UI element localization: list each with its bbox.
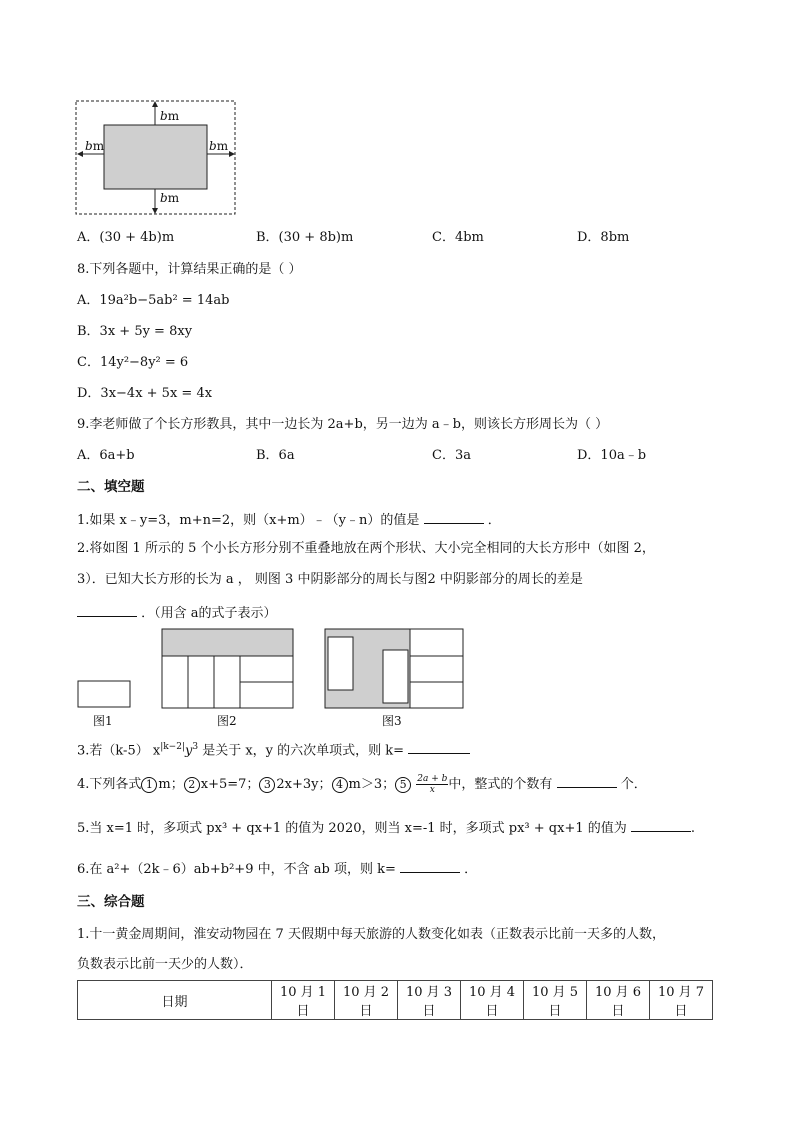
fill-q4-unit: 个． — [620, 777, 647, 792]
q8-stem: 8.下列各题中，计算结果正确的是（ ） — [77, 262, 302, 277]
fill-q2-line2: 3）．已知大长方形的长为 a ， 则图 3 中阴影部分的周长与图2 中阴影部分的周长的差是 — [77, 572, 583, 587]
table-row — [78, 981, 713, 1020]
table-cell-day: 10 月 5 日 — [524, 981, 587, 1020]
fill-q4 — [77, 773, 647, 795]
circled-number-4: 4 — [332, 777, 348, 793]
q8-option-c: C．14y²−8y² = 6 — [77, 355, 189, 370]
fill-q4-item2: x+5=7； — [200, 777, 260, 792]
fill-q4-text: 4.下列各式 — [77, 777, 142, 792]
q9-stem: 9.李老师做了个长方形教具，其中一边长为 2a+b，另一边为 a﹣b，则该长方形周长为（ ） — [77, 417, 609, 432]
bm-label-right: bm — [209, 139, 229, 153]
fill-q3-y: y — [184, 743, 193, 759]
figure1-caption: 图1 — [93, 714, 113, 728]
fill-q4-tail: 中，整式的个数有 — [448, 777, 553, 792]
fill-q6-text: 6.在 a²+（2k﹣6）ab+b²+9 中，不含 ab 项，则 k= — [77, 862, 396, 877]
q9-option-d: D．10a﹣b — [577, 448, 647, 463]
table-cell-day: 10 月 6 日 — [587, 981, 650, 1020]
figure3 — [325, 629, 463, 708]
circled-number-2: 2 — [184, 777, 200, 793]
table-cell-day: 10 月 7 日 — [650, 981, 713, 1020]
fraction-numerator: 2a + b — [417, 774, 448, 784]
fill-q1-end: ． — [487, 513, 501, 528]
figure2 — [162, 629, 293, 708]
table-cell-day: 10 月 2 日 — [335, 981, 398, 1020]
table-cell-day: 10 月 4 日 — [461, 981, 524, 1020]
q7-option-d: D．8bm — [577, 230, 630, 245]
fill-q4-fraction — [416, 774, 448, 795]
fill-q3-text: 3.若（k-5） x — [77, 743, 161, 759]
fill-q1-answer-blank[interactable] — [424, 509, 484, 524]
fill-q2-answer-blank[interactable] — [77, 602, 137, 617]
fill-q4-item1: m； — [158, 777, 184, 792]
q7-option-a: A．(30 + 4b)m — [77, 230, 175, 245]
circled-number-5: 5 — [395, 777, 411, 793]
q8-option-d: D．3x−4x + 5x = 4x — [77, 386, 213, 401]
figure2-caption: 图2 — [217, 714, 237, 728]
fill-q6 — [77, 858, 477, 879]
fill-q5-text: 5.当 x=1 时，多项式 px³ + qx+1 的值为 2020，则当 x=-1 时，多项式 px³ + qx+1 的值为 — [77, 821, 627, 836]
fill-q2-line1: 2.将如图 1 所示的 5 个小长方形分别不重叠地放在两个形状、大小完全相同的大长方形中（如图 2， — [77, 541, 655, 556]
fill-q3-exponent: |k−2| — [160, 742, 185, 752]
fill-q4-item3: 2x+3y； — [276, 777, 332, 792]
fill-q6-end: ． — [464, 862, 478, 877]
fill-q1-text: 1.如果 x﹣y=3，m+n=2，则（x+m）﹣（y﹣n）的值是 — [77, 513, 420, 528]
table-cell-day: 10 月 1 日 — [272, 981, 335, 1020]
circled-number-3: 3 — [259, 777, 275, 793]
fill-q6-answer-blank[interactable] — [400, 858, 460, 873]
comp-q1-line2: 负数表示比前一天少的人数）． — [77, 957, 253, 972]
fill-q4-item4: m＞3； — [348, 777, 396, 792]
figures-1-2-3 — [76, 626, 468, 732]
fraction-denominator: x — [429, 785, 435, 795]
q7-option-c: C．4bm — [432, 230, 484, 245]
visitor-change-table — [77, 980, 713, 1020]
q9-option-c: C．3a — [432, 448, 471, 463]
bm-label-top: bm — [160, 109, 180, 123]
q8-option-b: B．3x + 5y = 8xy — [77, 324, 193, 339]
fill-q5-end: . — [690, 821, 696, 836]
figure1-small-rectangle — [78, 681, 130, 707]
comp-q1-line1: 1.十一黄金周期间，淮安动物园在 7 天假期中每天旅游的人数变化如表（正数表示比前一天多的人数， — [77, 927, 665, 942]
bm-label-left: bm — [85, 139, 105, 153]
q9-option-b: B．6a — [256, 448, 295, 463]
fill-q2-line3-text: ．（用含 a的式子表示） — [141, 606, 277, 621]
section-comprehensive-title: 三、综合题 — [77, 894, 145, 910]
table-cell-day: 10 月 3 日 — [398, 981, 461, 1020]
table-header-date: 日期 — [78, 981, 272, 1020]
fill-q5 — [77, 817, 695, 838]
q7-option-b: B．(30 + 8b)m — [256, 230, 354, 245]
fill-q4-answer-blank[interactable] — [557, 773, 617, 788]
bm-label-bottom: bm — [160, 191, 180, 205]
fill-q2-line3 — [77, 602, 277, 623]
section-fill-in-title: 二、填空题 — [77, 479, 145, 495]
fill-q3-answer-blank[interactable] — [408, 739, 470, 754]
fill-q3-exponent2: 3 — [192, 742, 199, 752]
q8-option-a: A．19a²b−5ab² = 14ab — [77, 293, 230, 308]
fill-q5-answer-blank[interactable] — [631, 817, 691, 832]
figure3-caption: 图3 — [382, 714, 402, 728]
q9-option-a: A．6a+b — [77, 448, 135, 463]
fill-q3-tail: 是关于 x，y 的六次单项式，则 k= — [198, 743, 405, 759]
fill-q1 — [77, 509, 501, 530]
circled-number-1: 1 — [141, 777, 157, 793]
rectangle-expansion-figure — [74, 98, 238, 218]
fill-q3 — [77, 738, 470, 760]
